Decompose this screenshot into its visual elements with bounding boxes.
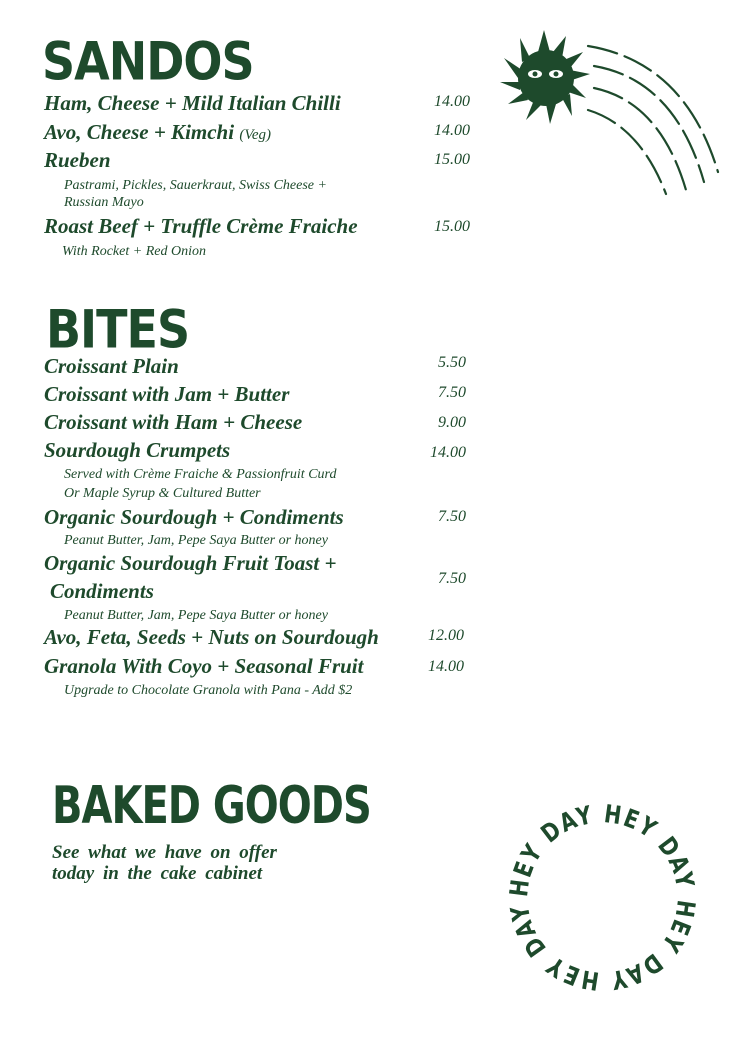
bites-heading: BITES <box>46 298 190 361</box>
menu-item-description: Pastrami, Pickles, Sauerkraut, Swiss Cheese + <box>64 178 327 193</box>
menu-item-name: Croissant with Jam + Butter <box>44 382 290 406</box>
menu-item-price: 14.00 <box>428 658 464 675</box>
menu-item-name: Avo, Feta, Seeds + Nuts on Sourdough <box>44 625 379 649</box>
menu-item-name: Rueben <box>44 148 111 172</box>
menu-item-name-text: Avo, Cheese + Kimchi <box>44 120 235 144</box>
menu-item-description: Or Maple Syrup & Cultured Butter <box>64 486 261 501</box>
menu-item-name: Sourdough Crumpets <box>44 438 231 462</box>
menu-item-name: Croissant Plain <box>44 354 179 378</box>
menu-item-description: With Rocket + Red Onion <box>62 244 206 259</box>
menu-item-name: Ham, Cheese + Mild Italian Chilli <box>44 91 341 115</box>
svg-text:HEY DAY HEY DAY HEY DAY HEY DA <box>504 799 701 996</box>
menu-item-price: 15.00 <box>434 218 470 235</box>
menu-item-name: Granola With Coyo + Seasonal Fruit <box>44 654 364 678</box>
sandos-heading: SANDOS <box>42 30 254 93</box>
menu-item-name: Organic Sourdough + Condiments <box>44 505 344 529</box>
menu-item-price: 14.00 <box>430 444 466 461</box>
menu-item-name: Organic Sourdough Fruit Toast + <box>44 551 337 575</box>
hey-day-ring-logo <box>500 795 705 1000</box>
menu-item-price: 9.00 <box>438 414 466 431</box>
menu-item-price: 5.50 <box>438 354 466 371</box>
baked-goods-note-line: See what we have on offer <box>52 842 277 863</box>
menu-item-price: 7.50 <box>438 384 466 401</box>
menu-item-name: Croissant with Ham + Cheese <box>44 410 303 434</box>
menu-item-price: 15.00 <box>434 151 470 168</box>
menu-item-price: 14.00 <box>434 122 470 139</box>
veg-note: (Veg) <box>239 127 271 143</box>
baked-goods-heading: BAKED GOODS <box>52 776 371 836</box>
menu-item-description: Peanut Butter, Jam, Pepe Saya Butter or honey <box>64 533 328 548</box>
menu-item-price: 7.50 <box>438 508 466 525</box>
sun-face-icon <box>490 22 725 202</box>
menu-item-description: Peanut Butter, Jam, Pepe Saya Butter or honey <box>64 608 328 623</box>
menu-item-description: Upgrade to Chocolate Granola with Pana - Add $2 <box>64 683 353 698</box>
menu-item-price: 12.00 <box>428 627 464 644</box>
menu-item-description: Served with Crème Fraiche & Passionfruit Curd <box>64 467 337 482</box>
menu-item-name <box>44 120 271 145</box>
menu-item-name: Condiments <box>50 579 154 603</box>
menu-item-name: Roast Beef + Truffle Crème Fraiche <box>44 214 358 238</box>
menu-item-price: 14.00 <box>434 93 470 110</box>
baked-goods-note <box>52 842 277 884</box>
menu-item-price: 7.50 <box>438 570 466 587</box>
menu-item-description: Russian Mayo <box>64 195 144 210</box>
baked-goods-note-line: today in the cake cabinet <box>52 863 263 884</box>
hey-day-ring-text: HEY DAY HEY DAY HEY DAY HEY DAY <box>503 799 701 996</box>
